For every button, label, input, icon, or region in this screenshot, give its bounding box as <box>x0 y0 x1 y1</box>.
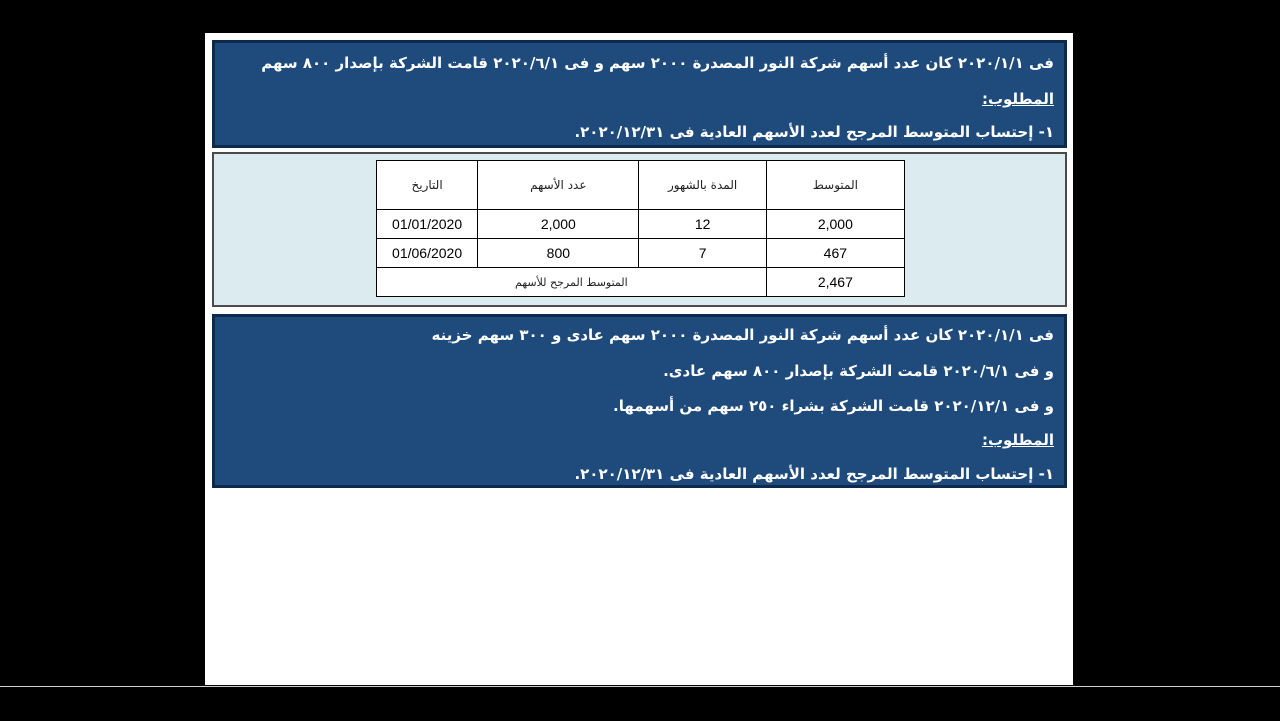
example2-statement-line1: فى ٢٠٢٠/١/١ كان عدد أسهم شركة النور المصدرة ٢٠٠٠ سهم عادى و ٣٠٠ سهم خزينه <box>431 326 1054 344</box>
cell-date: 01/01/2020 <box>377 210 478 239</box>
cell-average: 2,000 <box>766 210 904 239</box>
table-header-row <box>377 161 905 210</box>
example1-statement: فى ٢٠٢٠/١/١ كان عدد أسهم شركة النور المصدرة ٢٠٠٠ سهم و فى ٢٠٢٠/٦/١ قامت الشركة بإصدار ٨٠٠ سهم <box>261 54 1054 72</box>
example2-statement-line2: و فى ٢٠٢٠/٦/١ قامت الشركة بإصدار ٨٠٠ سهم عادى. <box>663 362 1054 380</box>
header-shares: عدد الأسهم <box>478 161 639 210</box>
cell-shares: 800 <box>478 239 639 268</box>
total-label: المتوسط المرجح للأسهم <box>377 268 767 297</box>
example1-panel <box>212 40 1067 148</box>
solution-panel <box>212 152 1067 307</box>
header-months: المدة بالشهور <box>639 161 766 210</box>
cell-date: 01/06/2020 <box>377 239 478 268</box>
example2-panel <box>212 314 1067 488</box>
total-value: 2,467 <box>766 268 904 297</box>
example1-task: ١- إحتساب المتوسط المرجح لعدد الأسهم العادية فى ٢٠٢٠/١٢/٣١. <box>574 123 1054 141</box>
cell-shares: 2,000 <box>478 210 639 239</box>
header-average: المتوسط <box>766 161 904 210</box>
example2-task: ١- إحتساب المتوسط المرجح لعدد الأسهم العادية فى ٢٠٢٠/١٢/٣١. <box>574 465 1054 483</box>
table-row <box>377 210 905 239</box>
example1-required-label: المطلوب: <box>981 90 1054 108</box>
header-date: التاريخ <box>377 161 478 210</box>
cell-months: 7 <box>639 239 766 268</box>
weighted-average-table <box>376 160 905 297</box>
bottom-bar <box>0 686 1280 721</box>
cell-average: 467 <box>766 239 904 268</box>
cell-months: 12 <box>639 210 766 239</box>
example2-required-label: المطلوب: <box>981 431 1054 449</box>
example2-statement-line3: و فى ٢٠٢٠/١٢/١ قامت الشركة بشراء ٢٥٠ سهم من أسهمها. <box>613 397 1054 415</box>
table-total-row <box>377 268 905 297</box>
table-row <box>377 239 905 268</box>
